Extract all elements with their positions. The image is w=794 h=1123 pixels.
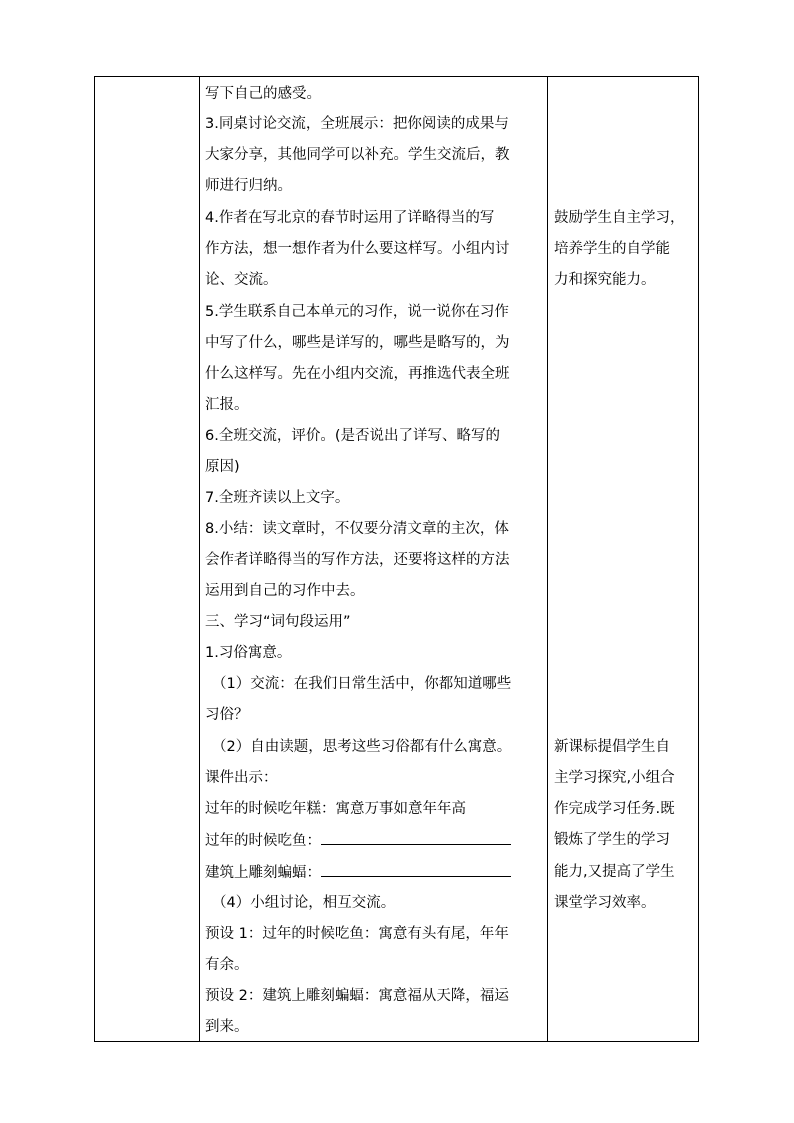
note-line: 能力,又提高了学生	[554, 864, 675, 880]
note-line: 课堂学习效率。	[554, 895, 656, 911]
text-line: 大家分享，其他同学可以补充。学生交流后，教	[205, 147, 510, 163]
column-divider-right	[547, 77, 548, 1041]
note-line: 力和探究能力。	[554, 272, 656, 288]
text-line: 过年的时候吃年糕：寓意万事如意年年高	[205, 801, 466, 817]
text-line: 4.作者在写北京的春节时运用了详略得当的写	[205, 210, 495, 226]
text-line: 3.同桌讨论交流，全班展示：把你阅读的成果与	[205, 116, 509, 132]
text-line: 6.全班交流，评价。(是否说出了详写、略写的	[205, 428, 500, 444]
text-line: 写下自己的感受。	[205, 86, 321, 102]
text-line: 1.习俗寓意。	[205, 645, 292, 661]
text-line: 5.学生联系自己本单元的习作，说一说你在习作	[205, 304, 509, 320]
note-line: 培养学生的自学能	[554, 241, 670, 257]
text-line: （2）自由读题，思考这些习俗都有什么寓意。	[212, 739, 512, 755]
fill-blank-line	[205, 830, 511, 851]
text-line: （1）交流：在我们日常生活中，你都知道哪些	[212, 676, 512, 692]
text-line: 作方法，想一想作者为什么要这样写。小组内讨	[205, 241, 510, 257]
answer-blank	[321, 862, 511, 877]
text-line: 会作者详略得当的写作方法，还要将这样的方法	[205, 552, 510, 568]
text-line: 运用到自己的习作中去。	[205, 583, 365, 599]
blank-prompt: 过年的时候吃鱼：	[205, 833, 321, 849]
text-line: 师进行归纳。	[205, 178, 292, 194]
answer-blank	[321, 830, 511, 845]
section-heading: 三、学习“词句段运用”	[205, 614, 351, 630]
text-line: 论、交流。	[205, 272, 278, 288]
blank-prompt: 建筑上雕刻蝙蝠：	[205, 865, 321, 881]
text-line: （4）小组讨论，相互交流。	[212, 895, 396, 911]
text-line: 原因)	[205, 459, 240, 475]
column-divider-left	[199, 77, 200, 1041]
note-line: 作完成学习任务.既	[554, 801, 675, 817]
fill-blank-line	[205, 862, 511, 883]
text-line: 7.全班齐读以上文字。	[205, 490, 350, 506]
text-line: 8.小结：读文章时，不仅要分清文章的主次，体	[205, 521, 509, 537]
text-line: 课件出示：	[205, 770, 278, 786]
note-line: 主学习探究,小组合	[554, 770, 675, 786]
note-line: 锻炼了学生的学习	[554, 832, 670, 848]
note-line: 鼓励学生自主学习，	[554, 210, 685, 226]
text-line: 预设 2：建筑上雕刻蝙蝠：寓意福从天降，福运	[205, 988, 509, 1004]
text-line: 汇报。	[205, 397, 249, 413]
text-line: 到来。	[205, 1019, 249, 1035]
text-line: 什么这样写。先在小组内交流，再推选代表全班	[205, 366, 510, 382]
text-line: 预设 1：过年的时候吃鱼：寓意有头有尾，年年	[205, 926, 509, 942]
text-line: 有余。	[205, 957, 249, 973]
note-line: 新课标提倡学生自	[554, 739, 670, 755]
text-line: 中写了什么，哪些是详写的，哪些是略写的，为	[205, 335, 510, 351]
text-line: 习俗？	[205, 707, 249, 723]
